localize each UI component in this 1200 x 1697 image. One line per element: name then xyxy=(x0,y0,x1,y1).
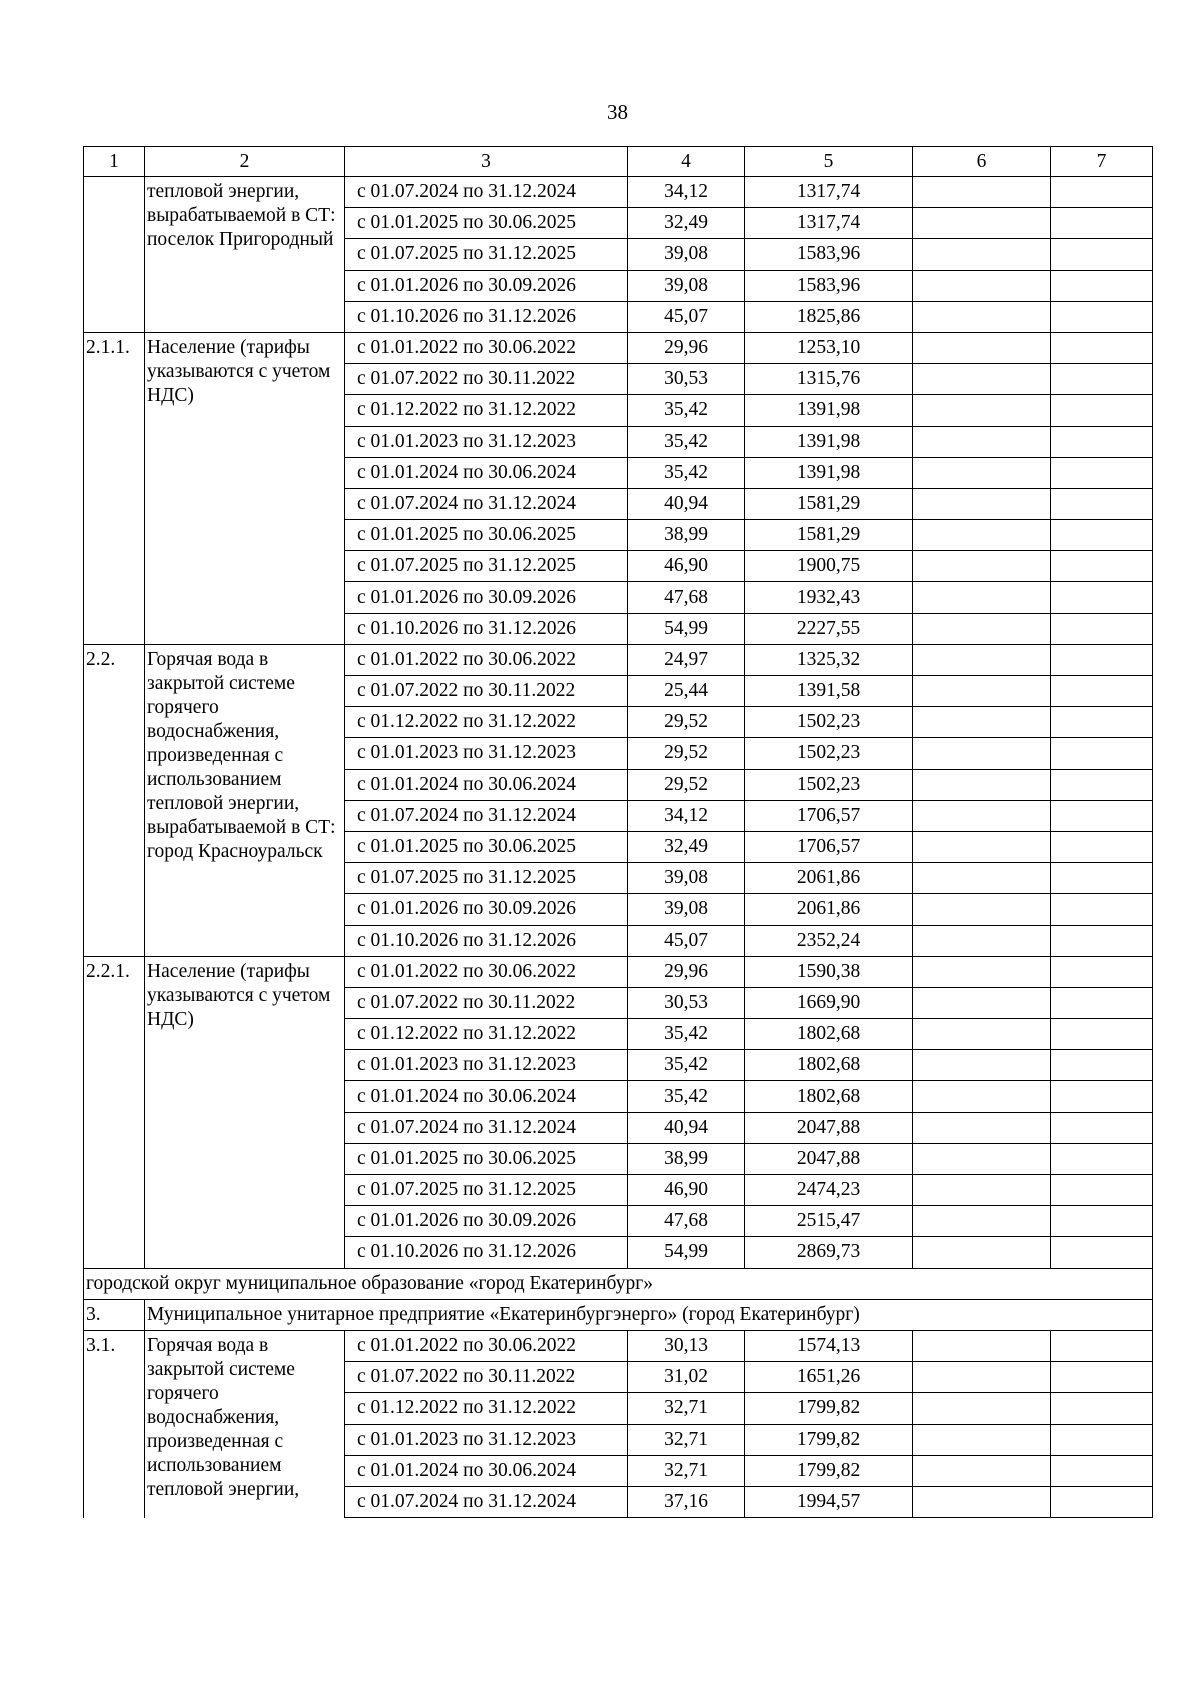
tariff-col5-cell: 1325,32 xyxy=(745,644,913,675)
period-cell: с 01.01.2025 по 30.06.2025 xyxy=(345,1143,628,1174)
period-cell: с 01.01.2022 по 30.06.2022 xyxy=(345,644,628,675)
tariff-col5-cell: 1590,38 xyxy=(745,956,913,987)
empty-col6-cell xyxy=(913,738,1051,769)
empty-col7-cell xyxy=(1051,894,1153,925)
period-cell: с 01.01.2024 по 30.06.2024 xyxy=(345,457,628,488)
empty-col7-cell xyxy=(1051,1393,1153,1424)
tariff-col4-cell: 30,53 xyxy=(628,987,745,1018)
empty-col7-cell xyxy=(1051,707,1153,738)
tariff-col5-cell: 1799,82 xyxy=(745,1424,913,1455)
empty-col7-cell xyxy=(1051,1175,1153,1206)
tariff-col4-cell: 35,42 xyxy=(628,395,745,426)
empty-col6-cell xyxy=(913,1175,1051,1206)
empty-col6-cell xyxy=(913,1019,1051,1050)
tariff-col4-cell: 35,42 xyxy=(628,1081,745,1112)
period-cell: с 01.07.2024 по 31.12.2024 xyxy=(345,1112,628,1143)
column-header: 1 xyxy=(84,147,145,177)
tariff-col4-cell: 32,71 xyxy=(628,1455,745,1486)
column-header: 7 xyxy=(1051,147,1153,177)
tariff-col5-cell: 1502,23 xyxy=(745,738,913,769)
empty-col6-cell xyxy=(913,613,1051,644)
tariff-col5-cell: 2227,55 xyxy=(745,613,913,644)
tariff-col4-cell: 32,71 xyxy=(628,1393,745,1424)
empty-col6-cell xyxy=(913,426,1051,457)
period-cell: с 01.01.2023 по 31.12.2023 xyxy=(345,426,628,457)
empty-col7-cell xyxy=(1051,582,1153,613)
tariff-col4-cell: 30,53 xyxy=(628,364,745,395)
empty-col6-cell xyxy=(913,863,1051,894)
empty-col6-cell xyxy=(913,457,1051,488)
period-cell: с 01.07.2022 по 30.11.2022 xyxy=(345,676,628,707)
period-cell: с 01.12.2022 по 31.12.2022 xyxy=(345,1019,628,1050)
tariff-col4-cell: 35,42 xyxy=(628,1019,745,1050)
empty-col6-cell xyxy=(913,582,1051,613)
tariff-col4-cell: 46,90 xyxy=(628,551,745,582)
empty-col7-cell xyxy=(1051,987,1153,1018)
empty-col6-cell xyxy=(913,1206,1051,1237)
empty-col6-cell xyxy=(913,488,1051,519)
empty-col6-cell xyxy=(913,1455,1051,1486)
tariff-col4-cell: 29,52 xyxy=(628,769,745,800)
tariff-col5-cell: 1391,58 xyxy=(745,676,913,707)
tariff-col5-cell: 1502,23 xyxy=(745,769,913,800)
empty-col7-cell xyxy=(1051,457,1153,488)
tariff-col4-cell: 29,52 xyxy=(628,707,745,738)
empty-col7-cell xyxy=(1051,177,1153,208)
tariff-col5-cell: 1391,98 xyxy=(745,395,913,426)
item-name: Горячая вода в закрытой системе горячего водоснабжения, произведенная с использованием тепловой энергии, вырабатываемой в СТ: город Красноуральск xyxy=(145,644,345,956)
empty-col7-cell xyxy=(1051,1081,1153,1112)
tariff-col4-cell: 32,49 xyxy=(628,831,745,862)
period-cell: с 01.07.2024 по 31.12.2024 xyxy=(345,177,628,208)
empty-col7-cell xyxy=(1051,676,1153,707)
tariff-col5-cell: 2047,88 xyxy=(745,1112,913,1143)
empty-col6-cell xyxy=(913,800,1051,831)
empty-col7-cell xyxy=(1051,925,1153,956)
empty-col7-cell xyxy=(1051,1486,1153,1517)
tariff-col5-cell: 2352,24 xyxy=(745,925,913,956)
tariff-col4-cell: 35,42 xyxy=(628,426,745,457)
tariff-col4-cell: 29,96 xyxy=(628,956,745,987)
item-number: 2.2. xyxy=(84,644,145,956)
item-name: Горячая вода в закрытой системе горячего водоснабжения, произведенная с использованием тепловой энергии, xyxy=(145,1330,345,1517)
district-name: городской округ муниципальное образование «город Екатеринбург» xyxy=(84,1268,1153,1299)
tariff-col4-cell: 30,13 xyxy=(628,1330,745,1361)
tariff-col5-cell: 1317,74 xyxy=(745,208,913,239)
period-cell: с 01.07.2025 по 31.12.2025 xyxy=(345,863,628,894)
tariff-col5-cell: 1581,29 xyxy=(745,488,913,519)
period-cell: с 01.01.2022 по 30.06.2022 xyxy=(345,332,628,363)
empty-col6-cell xyxy=(913,364,1051,395)
tariff-col5-cell: 1315,76 xyxy=(745,364,913,395)
empty-col6-cell xyxy=(913,520,1051,551)
empty-col7-cell xyxy=(1051,551,1153,582)
empty-col6-cell xyxy=(913,208,1051,239)
period-cell: с 01.01.2023 по 31.12.2023 xyxy=(345,738,628,769)
tariff-col4-cell: 34,12 xyxy=(628,177,745,208)
column-header: 4 xyxy=(628,147,745,177)
empty-col6-cell xyxy=(913,676,1051,707)
tariff-col5-cell: 1799,82 xyxy=(745,1393,913,1424)
period-cell: с 01.01.2022 по 30.06.2022 xyxy=(345,956,628,987)
tariff-col4-cell: 35,42 xyxy=(628,457,745,488)
tariff-col4-cell: 47,68 xyxy=(628,1206,745,1237)
empty-col6-cell xyxy=(913,1393,1051,1424)
tariff-col5-cell: 1583,96 xyxy=(745,239,913,270)
tariff-col4-cell: 34,12 xyxy=(628,800,745,831)
table-row xyxy=(84,177,1153,208)
tariff-col4-cell: 54,99 xyxy=(628,1237,745,1268)
period-cell: с 01.07.2022 по 30.11.2022 xyxy=(345,1362,628,1393)
empty-col7-cell xyxy=(1051,239,1153,270)
item-number: 3.1. xyxy=(84,1330,145,1517)
empty-col7-cell xyxy=(1051,520,1153,551)
empty-col7-cell xyxy=(1051,613,1153,644)
tariff-col5-cell: 1802,68 xyxy=(745,1019,913,1050)
period-cell: с 01.07.2024 по 31.12.2024 xyxy=(345,1486,628,1517)
item-name: Население (тарифы указываются с учетом НДС) xyxy=(145,956,345,1268)
empty-col6-cell xyxy=(913,1081,1051,1112)
item-number xyxy=(84,177,145,333)
empty-col6-cell xyxy=(913,1112,1051,1143)
empty-col7-cell xyxy=(1051,364,1153,395)
tariff-col4-cell: 29,96 xyxy=(628,332,745,363)
empty-col7-cell xyxy=(1051,738,1153,769)
period-cell: с 01.01.2025 по 30.06.2025 xyxy=(345,208,628,239)
column-header: 6 xyxy=(913,147,1051,177)
tariff-col4-cell: 37,16 xyxy=(628,1486,745,1517)
empty-col6-cell xyxy=(913,1050,1051,1081)
empty-col6-cell xyxy=(913,551,1051,582)
period-cell: с 01.07.2025 по 31.12.2025 xyxy=(345,551,628,582)
period-cell: с 01.01.2026 по 30.09.2026 xyxy=(345,582,628,613)
tariff-col5-cell: 2869,73 xyxy=(745,1237,913,1268)
empty-col6-cell xyxy=(913,270,1051,301)
tariff-col5-cell: 1574,13 xyxy=(745,1330,913,1361)
org-number: 3. xyxy=(84,1299,145,1330)
tariff-col5-cell: 1651,26 xyxy=(745,1362,913,1393)
empty-col6-cell xyxy=(913,1330,1051,1361)
period-cell: с 01.01.2026 по 30.09.2026 xyxy=(345,270,628,301)
empty-col7-cell xyxy=(1051,1424,1153,1455)
tariff-col4-cell: 31,02 xyxy=(628,1362,745,1393)
period-cell: с 01.01.2025 по 30.06.2025 xyxy=(345,831,628,862)
empty-col6-cell xyxy=(913,239,1051,270)
period-cell: с 01.01.2026 по 30.09.2026 xyxy=(345,894,628,925)
empty-col6-cell xyxy=(913,332,1051,363)
empty-col7-cell xyxy=(1051,1143,1153,1174)
period-cell: с 01.10.2026 по 31.12.2026 xyxy=(345,301,628,332)
empty-col6-cell xyxy=(913,177,1051,208)
tariff-col5-cell: 1317,74 xyxy=(745,177,913,208)
empty-col7-cell xyxy=(1051,769,1153,800)
column-header: 5 xyxy=(745,147,913,177)
tariff-col4-cell: 38,99 xyxy=(628,520,745,551)
empty-col6-cell xyxy=(913,1362,1051,1393)
tariff-col5-cell: 1825,86 xyxy=(745,301,913,332)
item-number: 2.1.1. xyxy=(84,332,145,644)
empty-col6-cell xyxy=(913,644,1051,675)
item-name: тепловой энергии, вырабатываемой в СТ: поселок Пригородный xyxy=(145,177,345,333)
empty-col6-cell xyxy=(913,956,1051,987)
tariff-col4-cell: 32,71 xyxy=(628,1424,745,1455)
empty-col6-cell xyxy=(913,1237,1051,1268)
tariff-col4-cell: 39,08 xyxy=(628,863,745,894)
tariff-col5-cell: 1391,98 xyxy=(745,426,913,457)
tariff-col4-cell: 54,99 xyxy=(628,613,745,644)
page-number: 38 xyxy=(607,100,628,124)
district-row xyxy=(84,1268,1153,1299)
empty-col6-cell xyxy=(913,831,1051,862)
period-cell: с 01.12.2022 по 31.12.2022 xyxy=(345,1393,628,1424)
tariff-col4-cell: 46,90 xyxy=(628,1175,745,1206)
empty-col6-cell xyxy=(913,769,1051,800)
empty-col7-cell xyxy=(1051,1206,1153,1237)
empty-col6-cell xyxy=(913,1486,1051,1517)
tariff-col4-cell: 40,94 xyxy=(628,1112,745,1143)
empty-col6-cell xyxy=(913,987,1051,1018)
empty-col7-cell xyxy=(1051,800,1153,831)
tariff-col5-cell: 1802,68 xyxy=(745,1050,913,1081)
organization-row xyxy=(84,1299,1153,1330)
tariff-col5-cell: 1932,43 xyxy=(745,582,913,613)
period-cell: с 01.01.2022 по 30.06.2022 xyxy=(345,1330,628,1361)
tariff-col4-cell: 39,08 xyxy=(628,270,745,301)
tariff-col5-cell: 1802,68 xyxy=(745,1081,913,1112)
tariff-col4-cell: 39,08 xyxy=(628,894,745,925)
empty-col7-cell xyxy=(1051,270,1153,301)
tariff-col4-cell: 24,97 xyxy=(628,644,745,675)
tariff-col4-cell: 38,99 xyxy=(628,1143,745,1174)
tariff-col5-cell: 1799,82 xyxy=(745,1455,913,1486)
empty-col6-cell xyxy=(913,395,1051,426)
empty-col7-cell xyxy=(1051,1362,1153,1393)
period-cell: с 01.07.2022 по 30.11.2022 xyxy=(345,364,628,395)
tariff-col5-cell: 2515,47 xyxy=(745,1206,913,1237)
period-cell: с 01.01.2024 по 30.06.2024 xyxy=(345,769,628,800)
tariff-table xyxy=(83,146,1153,1518)
empty-col7-cell xyxy=(1051,1455,1153,1486)
period-cell: с 01.07.2024 по 31.12.2024 xyxy=(345,488,628,519)
period-cell: с 01.12.2022 по 31.12.2022 xyxy=(345,707,628,738)
item-number: 2.2.1. xyxy=(84,956,145,1268)
tariff-col4-cell: 45,07 xyxy=(628,301,745,332)
empty-col6-cell xyxy=(913,707,1051,738)
header-row xyxy=(84,147,1153,177)
period-cell: с 01.01.2025 по 30.06.2025 xyxy=(345,520,628,551)
tariff-col5-cell: 1669,90 xyxy=(745,987,913,1018)
tariff-col5-cell: 2474,23 xyxy=(745,1175,913,1206)
table-row xyxy=(84,1330,1153,1361)
empty-col6-cell xyxy=(913,925,1051,956)
empty-col6-cell xyxy=(913,1143,1051,1174)
tariff-col4-cell: 35,42 xyxy=(628,1050,745,1081)
empty-col7-cell xyxy=(1051,332,1153,363)
period-cell: с 01.01.2026 по 30.09.2026 xyxy=(345,1206,628,1237)
period-cell: с 01.01.2023 по 31.12.2023 xyxy=(345,1424,628,1455)
period-cell: с 01.07.2022 по 30.11.2022 xyxy=(345,987,628,1018)
period-cell: с 01.01.2024 по 30.06.2024 xyxy=(345,1455,628,1486)
empty-col7-cell xyxy=(1051,1050,1153,1081)
empty-col7-cell xyxy=(1051,956,1153,987)
period-cell: с 01.07.2024 по 31.12.2024 xyxy=(345,800,628,831)
org-name: Муниципальное унитарное предприятие «Екатеринбургэнерго» (город Екатеринбург) xyxy=(145,1299,1153,1330)
tariff-col5-cell: 2061,86 xyxy=(745,863,913,894)
empty-col6-cell xyxy=(913,301,1051,332)
tariff-col4-cell: 29,52 xyxy=(628,738,745,769)
empty-col7-cell xyxy=(1051,831,1153,862)
empty-col7-cell xyxy=(1051,1112,1153,1143)
empty-col7-cell xyxy=(1051,208,1153,239)
period-cell: с 01.12.2022 по 31.12.2022 xyxy=(345,395,628,426)
tariff-col5-cell: 1994,57 xyxy=(745,1486,913,1517)
column-header: 2 xyxy=(145,147,345,177)
table-row xyxy=(84,332,1153,363)
tariff-col5-cell: 1502,23 xyxy=(745,707,913,738)
table-row xyxy=(84,956,1153,987)
tariff-col5-cell: 1581,29 xyxy=(745,520,913,551)
tariff-col4-cell: 32,49 xyxy=(628,208,745,239)
tariff-col5-cell: 2061,86 xyxy=(745,894,913,925)
tariff-col5-cell: 1706,57 xyxy=(745,831,913,862)
period-cell: с 01.07.2025 по 31.12.2025 xyxy=(345,1175,628,1206)
empty-col6-cell xyxy=(913,894,1051,925)
period-cell: с 01.07.2025 по 31.12.2025 xyxy=(345,239,628,270)
tariff-col5-cell: 2047,88 xyxy=(745,1143,913,1174)
column-header: 3 xyxy=(345,147,628,177)
tariff-col4-cell: 40,94 xyxy=(628,488,745,519)
tariff-col5-cell: 1583,96 xyxy=(745,270,913,301)
tariff-col4-cell: 39,08 xyxy=(628,239,745,270)
empty-col7-cell xyxy=(1051,1237,1153,1268)
empty-col7-cell xyxy=(1051,301,1153,332)
empty-col7-cell xyxy=(1051,395,1153,426)
tariff-col4-cell: 45,07 xyxy=(628,925,745,956)
period-cell: с 01.10.2026 по 31.12.2026 xyxy=(345,925,628,956)
period-cell: с 01.01.2024 по 30.06.2024 xyxy=(345,1081,628,1112)
empty-col7-cell xyxy=(1051,1019,1153,1050)
empty-col7-cell xyxy=(1051,426,1153,457)
period-cell: с 01.10.2026 по 31.12.2026 xyxy=(345,613,628,644)
empty-col7-cell xyxy=(1051,1330,1153,1361)
table-row xyxy=(84,644,1153,675)
empty-col7-cell xyxy=(1051,863,1153,894)
tariff-col4-cell: 47,68 xyxy=(628,582,745,613)
tariff-col5-cell: 1391,98 xyxy=(745,457,913,488)
tariff-col5-cell: 1706,57 xyxy=(745,800,913,831)
tariff-col4-cell: 25,44 xyxy=(628,676,745,707)
item-name: Население (тарифы указываются с учетом НДС) xyxy=(145,332,345,644)
empty-col7-cell xyxy=(1051,488,1153,519)
tariff-col5-cell: 1900,75 xyxy=(745,551,913,582)
period-cell: с 01.10.2026 по 31.12.2026 xyxy=(345,1237,628,1268)
empty-col6-cell xyxy=(913,1424,1051,1455)
tariff-col5-cell: 1253,10 xyxy=(745,332,913,363)
empty-col7-cell xyxy=(1051,644,1153,675)
period-cell: с 01.01.2023 по 31.12.2023 xyxy=(345,1050,628,1081)
